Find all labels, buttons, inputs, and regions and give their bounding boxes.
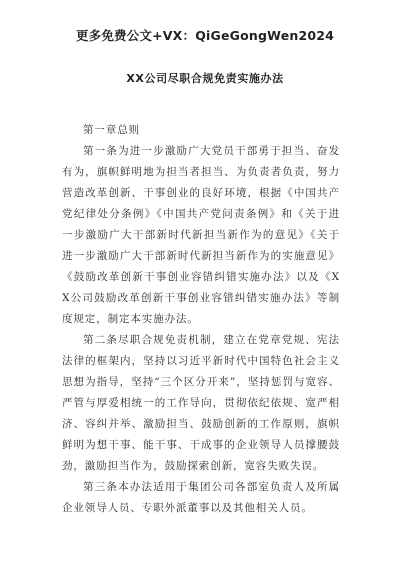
promo-banner: 更多免费公文+VX：QiGeGongWen2024 — [75, 28, 335, 43]
article-paragraph: 第一条为进一步激励广大党员干部勇于担当、奋发有为，旗帜鲜明地为担当者担当、为负责者负责，努力营造改革创新、干事创业的良好环境，根据《中国共产党纪律处分条例》《中国共产党问责条例》和《关于进一步激励广大干部新时代新担当新作为的意见》《关于进一步激励广大干部新时代新担当新作为的实施意见》《鼓励改革创新干事创业容错纠错实施办法》以及《XX公司鼓励改革创新干事创业容错纠错实施办法》等制度规定，制定本实施办法。 — [62, 145, 340, 325]
chapter-heading: 第一章总则 — [83, 124, 140, 136]
article-paragraph: 第二条尽职合规免责机制，建立在党章党规、宪法法律的框架内，坚持以习近平新时代中国特色社会主义思想为指导，坚持“三个区分开来”，坚持惩罚与宽容、严管与厚爱相统一的工作导向，贯彻依纪依规、宽严相济、容纠并举、激励担当、鼓励创新的工作原则，旗帜鲜明为想干事、能干事、干成事的企业领导人员撑腰鼓劲，激励担当作为，鼓励探索创新，宽容失败失误。 — [62, 334, 340, 472]
document-title: XX公司尽职合规免责实施办法 — [126, 72, 284, 85]
article-paragraph: 第三条本办法适用于集团公司各部室负责人及所属企业领导人员、专职外派董事以及其他相关人员。 — [62, 481, 340, 514]
document-body — [62, 120, 340, 519]
